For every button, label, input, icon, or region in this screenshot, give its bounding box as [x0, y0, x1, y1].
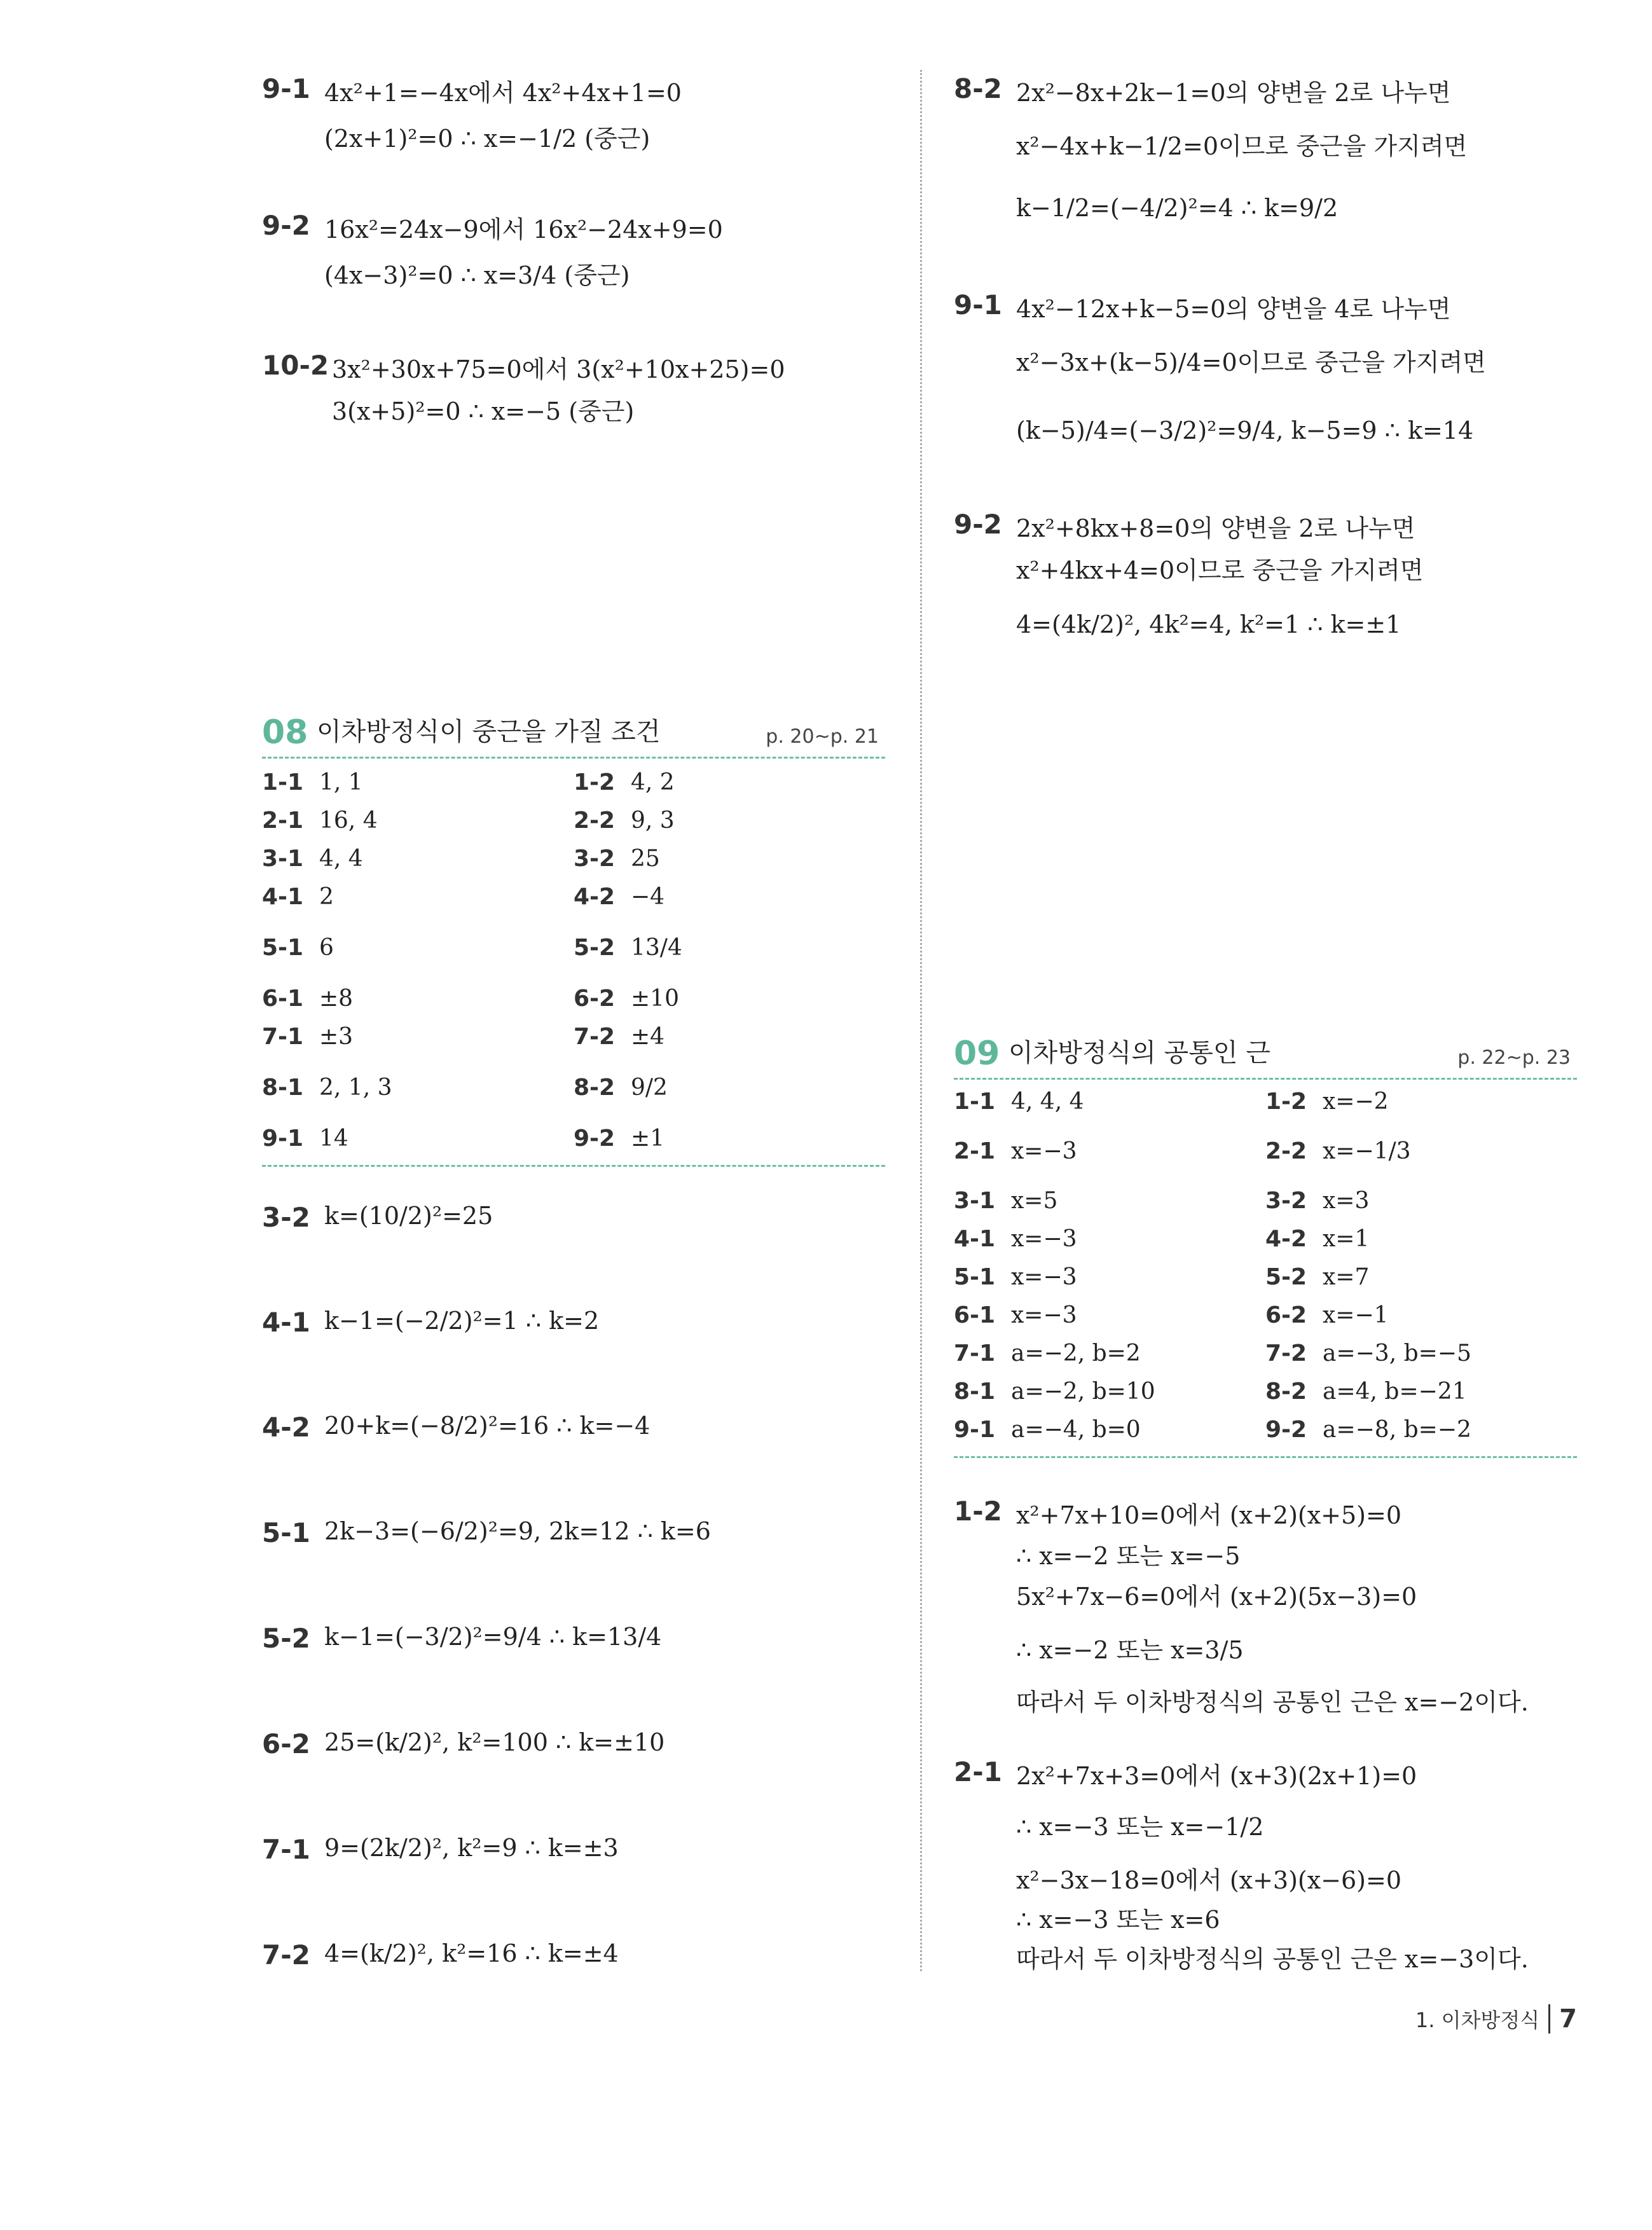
answer-value: 4, 2: [631, 769, 675, 795]
answer-label: 4-1: [954, 1226, 996, 1252]
solution-line: 따라서 두 이차방정식의 공통인 근은 x=−2이다.: [1016, 1688, 1529, 1716]
problem-number: 1-2: [954, 1496, 1002, 1527]
problem-line: 2x²+8kx+8=0의 양변을 2로 나누면: [1016, 514, 1415, 542]
solution-line: k−1=(−3/2)²=9/4 ∴ k=13/4: [324, 1623, 662, 1651]
answer-label: 8-1: [262, 1075, 304, 1101]
answer-value: a=−2, b=2: [1011, 1340, 1141, 1366]
answer-label: 6-2: [1265, 1302, 1307, 1328]
solution-line: k=(10/2)²=25: [324, 1202, 493, 1230]
problem-line: (2x+1)²=0 ∴ x=−1/2 (중근): [324, 125, 650, 153]
answer-value: x=3: [1323, 1188, 1370, 1214]
answer-label: 2-1: [954, 1138, 996, 1164]
answer-row: [954, 1417, 1577, 1455]
solution-line: k−1=(−2/2)²=1 ∴ k=2: [324, 1307, 600, 1335]
problem-number: 7-2: [262, 1939, 310, 1971]
section-08-header: [262, 712, 885, 759]
answer-value: ±1: [631, 1125, 665, 1152]
answer-value: 1, 1: [319, 769, 363, 795]
problem-line: 2x²−8x+2k−1=0의 양변을 2로 나누면: [1016, 79, 1451, 107]
problem-line: 4x²−12x+k−5=0의 양변을 4로 나누면: [1016, 295, 1451, 323]
problem-number: 9-1: [954, 289, 1002, 320]
column-divider: [920, 70, 922, 1971]
answer-label: 2-1: [262, 808, 304, 834]
section-title: 이차방정식이 중근을 가질 조건: [317, 717, 661, 747]
answer-label: 3-1: [262, 846, 304, 872]
problem-line: 4x²+1=−4x에서 4x²+4x+1=0: [324, 79, 682, 107]
answer-value: x=−3: [1011, 1226, 1077, 1252]
answer-row: [954, 1226, 1577, 1264]
solution-line: x²+7x+10=0에서 (x+2)(x+5)=0: [1016, 1501, 1402, 1529]
chapter-label: 1. 이차방정식: [1415, 2008, 1540, 2032]
answer-row: [262, 769, 885, 808]
answer-value: 9, 3: [631, 808, 675, 834]
answer-label: 5-1: [954, 1264, 996, 1290]
answer-row: [954, 1089, 1577, 1127]
answer-value: a=4, b=−21: [1323, 1379, 1467, 1405]
answer-label: 9-2: [574, 1125, 616, 1152]
answer-value: 9/2: [631, 1075, 668, 1101]
problem-line: (4x−3)²=0 ∴ x=3/4 (중근): [324, 261, 630, 289]
solution-line: 4=(k/2)², k²=16 ∴ k=±4: [324, 1939, 619, 1967]
solution-line: 2k−3=(−6/2)²=9, 2k=12 ∴ k=6: [324, 1517, 711, 1545]
problem-line: (k−5)/4=(−3/2)²=9/4, k−5=9 ∴ k=14: [1016, 416, 1474, 444]
problem-number: 9-2: [954, 509, 1002, 540]
problem-number: 5-2: [262, 1623, 310, 1654]
answer-label: 5-2: [574, 935, 616, 961]
answer-value: 4, 4: [319, 846, 363, 872]
answer-label: 1-2: [574, 769, 616, 795]
section-pages: p. 20~p. 21: [766, 726, 879, 748]
problem-line: k−1/2=(−4/2)²=4 ∴ k=9/2: [1016, 194, 1339, 222]
answer-value: −4: [631, 884, 665, 910]
problem-number: 4-1: [262, 1307, 310, 1338]
answer-row: [954, 1340, 1577, 1379]
answer-value: x=−3: [1011, 1138, 1077, 1164]
section-09-header: [954, 1033, 1577, 1080]
answer-value: 13/4: [631, 935, 682, 961]
problem-line: x²−3x+(k−5)/4=0이므로 중근을 가지려면: [1016, 348, 1486, 376]
answer-value: 25: [631, 846, 660, 872]
answer-value: 14: [319, 1125, 348, 1152]
answer-label: 6-2: [574, 986, 616, 1012]
answer-value: a=−3, b=−5: [1323, 1340, 1471, 1366]
answer-label: 8-2: [574, 1075, 616, 1101]
answer-value: 16, 4: [319, 808, 378, 834]
answer-row: [262, 1075, 885, 1113]
answer-row: [954, 1264, 1577, 1302]
problem-line: 3x²+30x+75=0에서 3(x²+10x+25)=0: [332, 355, 785, 383]
answer-row: [954, 1138, 1577, 1176]
section-title: 이차방정식의 공통인 근: [1008, 1038, 1270, 1068]
answer-label: 5-1: [262, 935, 304, 961]
answer-row: [262, 986, 885, 1024]
answer-value: x=7: [1323, 1264, 1370, 1290]
section-pages: p. 22~p. 23: [1457, 1047, 1571, 1069]
answer-label: 7-1: [954, 1340, 996, 1366]
solution-line: 20+k=(−8/2)²=16 ∴ k=−4: [324, 1412, 650, 1440]
section-08-separator: [262, 1165, 885, 1167]
answer-label: 3-1: [954, 1188, 996, 1214]
answer-row: [262, 808, 885, 846]
answer-label: 1-1: [262, 769, 304, 795]
problem-number: 10-2: [262, 350, 329, 381]
answer-label: 5-2: [1265, 1264, 1307, 1290]
answer-value: ±4: [631, 1024, 665, 1050]
answer-label: 9-1: [262, 1125, 304, 1152]
answer-value: 2, 1, 3: [319, 1075, 392, 1101]
answer-label: 1-2: [1265, 1089, 1307, 1115]
answer-value: ±10: [631, 986, 679, 1012]
answer-label: 3-2: [1265, 1188, 1307, 1214]
answer-value: x=−1: [1323, 1302, 1389, 1328]
answer-label: 8-1: [954, 1379, 996, 1405]
answer-label: 6-1: [262, 986, 304, 1012]
answer-value: x=−2: [1323, 1089, 1389, 1115]
problem-line: 3(x+5)²=0 ∴ x=−5 (중근): [332, 397, 635, 425]
solution-line: 5x²+7x−6=0에서 (x+2)(5x−3)=0: [1016, 1583, 1417, 1611]
solution-line: 25=(k/2)², k²=100 ∴ k=±10: [324, 1728, 665, 1756]
solution-line: 9=(2k/2)², k²=9 ∴ k=±3: [324, 1834, 619, 1862]
answer-value: x=−1/3: [1323, 1138, 1411, 1164]
answer-value: 2: [319, 884, 334, 910]
problem-number: 7-1: [262, 1834, 310, 1865]
answer-label: 4-2: [574, 884, 616, 910]
answer-label: 1-1: [954, 1089, 996, 1115]
problem-line: x²+4kx+4=0이므로 중근을 가지려면: [1016, 556, 1424, 584]
answer-value: ±3: [319, 1024, 354, 1050]
answer-row: [262, 846, 885, 884]
answer-value: a=−8, b=−2: [1323, 1417, 1471, 1443]
solution-line: x²−3x−18=0에서 (x+3)(x−6)=0: [1016, 1866, 1402, 1894]
answer-row: [262, 884, 885, 922]
answer-value: x=−3: [1011, 1264, 1077, 1290]
problem-line: 4=(4k/2)², 4k²=4, k²=1 ∴ k=±1: [1016, 610, 1401, 638]
solution-line: 2x²+7x+3=0에서 (x+3)(2x+1)=0: [1016, 1762, 1417, 1790]
answer-label: 3-2: [574, 846, 616, 872]
problem-line: x²−4x+k−1/2=0이므로 중근을 가지려면: [1016, 132, 1468, 160]
problem-number: 6-2: [262, 1728, 310, 1759]
answer-label: 7-2: [574, 1024, 616, 1050]
answer-value: a=−2, b=10: [1011, 1379, 1155, 1405]
page-number: 7: [1548, 2004, 1577, 2034]
page-footer: [1415, 2004, 1577, 2034]
solution-line: ∴ x=−3 또는 x=6: [1016, 1906, 1220, 1934]
answer-row: [954, 1302, 1577, 1340]
problem-number: 9-2: [262, 210, 310, 241]
problem-number: 2-1: [954, 1756, 1002, 1787]
answer-row: [262, 935, 885, 973]
answer-value: x=5: [1011, 1188, 1058, 1214]
answer-row: [262, 1024, 885, 1062]
problem-number: 8-2: [954, 73, 1002, 104]
answer-label: 4-2: [1265, 1226, 1307, 1252]
answer-value: a=−4, b=0: [1011, 1417, 1141, 1443]
problem-number: 4-2: [262, 1412, 310, 1443]
answer-value: 6: [319, 935, 334, 961]
problem-number: 9-1: [262, 73, 310, 104]
answer-row: [954, 1379, 1577, 1417]
answer-label: 2-2: [574, 808, 616, 834]
section-09-separator: [954, 1456, 1577, 1458]
solution-line: ∴ x=−2 또는 x=−5: [1016, 1542, 1241, 1570]
solution-line: ∴ x=−2 또는 x=3/5: [1016, 1636, 1244, 1664]
answer-row: [954, 1188, 1577, 1226]
answer-value: ±8: [319, 986, 354, 1012]
answer-value: x=1: [1323, 1226, 1370, 1252]
section-number: 08: [262, 713, 308, 752]
answer-label: 2-2: [1265, 1138, 1307, 1164]
answer-label: 8-2: [1265, 1379, 1307, 1405]
solution-line: 따라서 두 이차방정식의 공통인 근은 x=−3이다.: [1016, 1945, 1529, 1973]
section-number: 09: [954, 1035, 1000, 1073]
answer-label: 7-2: [1265, 1340, 1307, 1366]
problem-number: 5-1: [262, 1517, 310, 1548]
answer-label: 7-1: [262, 1024, 304, 1050]
answer-label: 6-1: [954, 1302, 996, 1328]
answer-label: 9-2: [1265, 1417, 1307, 1443]
problem-number: 3-2: [262, 1202, 310, 1233]
answer-value: x=−3: [1011, 1302, 1077, 1328]
problem-line: 16x²=24x−9에서 16x²−24x+9=0: [324, 216, 723, 244]
answer-value: 4, 4, 4: [1011, 1089, 1084, 1115]
solution-line: ∴ x=−3 또는 x=−1/2: [1016, 1813, 1264, 1841]
answer-row: [262, 1125, 885, 1164]
answer-label: 9-1: [954, 1417, 996, 1443]
answer-label: 4-1: [262, 884, 304, 910]
